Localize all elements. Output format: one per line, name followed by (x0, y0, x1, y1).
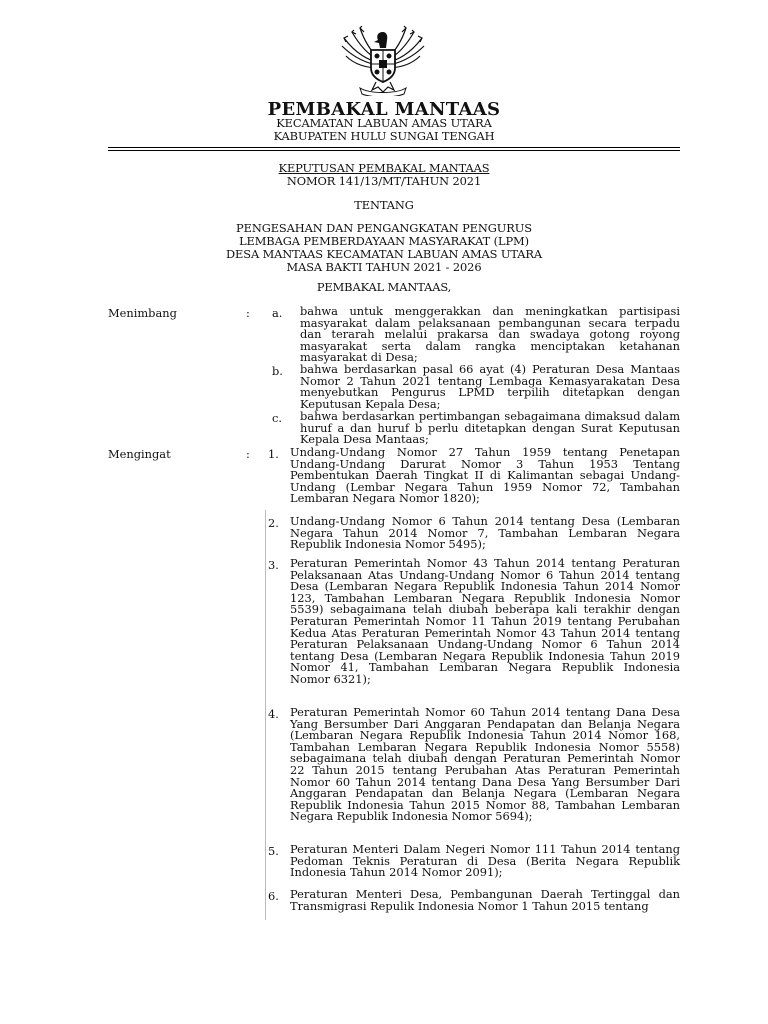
menimbang-marker-a: a. (272, 306, 283, 320)
header-subdistrict: KECAMATAN LABUAN AMAS UTARA (276, 116, 492, 130)
mengingat-item-6: Peraturan Menteri Desa, Pembangunan Daerah Tertinggal dan Transmigrasi Repulik Indonesia Nomor 1 Tahun 2015 tentang (290, 887, 680, 913)
mengingat-marker-4: 4. (268, 707, 279, 721)
header-rule-thin (108, 150, 680, 151)
decree-subject-line-1: PENGESAHAN DAN PENGANGKATAN PENGURUS (236, 221, 532, 235)
decree-issuer: PEMBAKAL MANTAAS, (316, 280, 452, 294)
menimbang-colon: : (246, 306, 250, 320)
menimbang-marker-b: b. (272, 364, 283, 378)
header-rule-thick (108, 147, 680, 148)
mengingat-item-4: Peraturan Pemerintah Nomor 60 Tahun 2014 tentang Dana Desa Yang Bersumber Dari Anggaran Pendapatan dan Belanja Negara (Lembaran Negara Republik Indonesia Tahun 2014 Nomor 168, Tambahan Lembaran Negara Republik Indonesia Nomor 5558) sebagaimana telah diubah dengan Peraturan Pemerintah Nomor 22 Tahun 2015 tentang Perubahan Atas Peraturan Pemerintah Nomor 60 Tahun 2014 tentang Dana Desa Yang Bersumber Dari Anggaran Pendapatan dan Belanja Negara (Lembaran Negara Republik Indonesia Tahun 2015 Nomor 88, Tambahan Lembaran Negara Republik Indonesia Nomor 5694); (290, 705, 680, 824)
mengingat-marker-2: 2. (268, 516, 279, 530)
menimbang-marker-c: c. (272, 411, 283, 425)
mengingat-item-2: Undang-Undang Nomor 6 Tahun 2014 tentang Desa (Lembaran Negara Tahun 2014 Nomor 7, Tambahan Lembaran Negara Republik Indonesia Nomor 5495); (290, 514, 680, 552)
mengingat-marker-3: 3. (268, 558, 279, 572)
mengingat-item-1: Undang-Undang Nomor 27 Tahun 1959 tentang Penetapan Undang-Undang Darurat Nomor 3 Tahun 1953 Tentang Pembentukan Daerah Tingkat II di Kalimantan sebagai Undang-Undang (Lembar Negara Tahun 1959 Nomor 72, Tambahan Lembaran Negara Nomor 1820); (290, 445, 680, 506)
menimbang-item-c: bahwa berdasarkan pertimbangan sebagaimana dimaksud dalam huruf a dan huruf b perlu ditetapkan dengan Surat Keputusan Kepala Desa Mantaas; (300, 409, 680, 447)
mengingat-colon: : (246, 447, 250, 461)
menimbang-item-b: bahwa berdasarkan pasal 66 ayat (4) Peraturan Desa Mantaas Nomor 2 Tahun 2021 tentang Lembaga Kemasyarakatan Desa menyebutkan Pengurus LPMD terpilih ditetapkan dengan Keputusan Kepala Desa; (300, 362, 680, 411)
mengingat-item-3: Peraturan Pemerintah Nomor 43 Tahun 2014 tentang Peraturan Pelaksanaan Atas Undang-Undang Nomor 6 Tahun 2014 tentang Desa (Lembaran Negara Republik Indonesia Tahun 2014 Nomor 123, Tambahan Lembaran Negara Republik Indonesia Nomor 5539) sebagaimana telah diubah beberapa kali terakhir dengan Peraturan Pemerintah Nomor 11 Tahun 2019 tentang Perubahan Kedua Atas Peraturan Pemerintah Nomor 43 Tahun 2014 tentang Peraturan Pelaksanaan Undang-Undang Nomor 6 Tahun 2014 tentang Desa (Lembaran Negara Republik Indonesia Tahun 2019 Nomor 41, Tambahan Lembaran Negara Republik Indonesia Nomor 6321); (290, 556, 680, 686)
header-regency: KABUPATEN HULU SUNGAI TENGAH (273, 129, 495, 143)
decree-subject-line-4: MASA BAKTI TAHUN 2021 - 2026 (286, 260, 482, 274)
mengingat-item-5: Peraturan Menteri Dalam Negeri Nomor 111 Tahun 2014 tentang Pedoman Teknis Peraturan di Desa (Berita Negara Republik Indonesia Tahun 2014 Nomor 2091); (290, 842, 680, 880)
mengingat-marker-1: 1. (268, 447, 279, 461)
menimbang-label: Menimbang (108, 306, 177, 320)
decree-number: NOMOR 141/13/MT/TAHUN 2021 (286, 174, 482, 188)
margin-divider (265, 510, 266, 920)
menimbang-item-a: bahwa untuk menggerakkan dan meningkatkan partisipasi masyarakat dalam pelaksanaan pembangunan secara terpadu dan terarah melalui prakarsa dan swadaya gotong royong masyarakat serta dalam rangka menciptakan ketahanan masyarakat di Desa; (300, 304, 680, 365)
decree-about: TENTANG (354, 198, 414, 212)
mengingat-label: Mengingat (108, 447, 171, 461)
decree-name-text: KEPUTUSAN PEMBAKAL MANTAAS (278, 161, 490, 175)
header-title: PEMBAKAL MANTAAS (267, 99, 501, 120)
decree-subject-line-2: LEMBAGA PEMBERDAYAAN MASYARAKAT (LPM) (239, 234, 529, 248)
garuda-emblem-icon (338, 24, 428, 96)
mengingat-marker-5: 5. (268, 844, 279, 858)
decree-subject-line-3: DESA MANTAAS KECAMATAN LABUAN AMAS UTARA (226, 247, 542, 261)
mengingat-marker-6: 6. (268, 889, 279, 903)
